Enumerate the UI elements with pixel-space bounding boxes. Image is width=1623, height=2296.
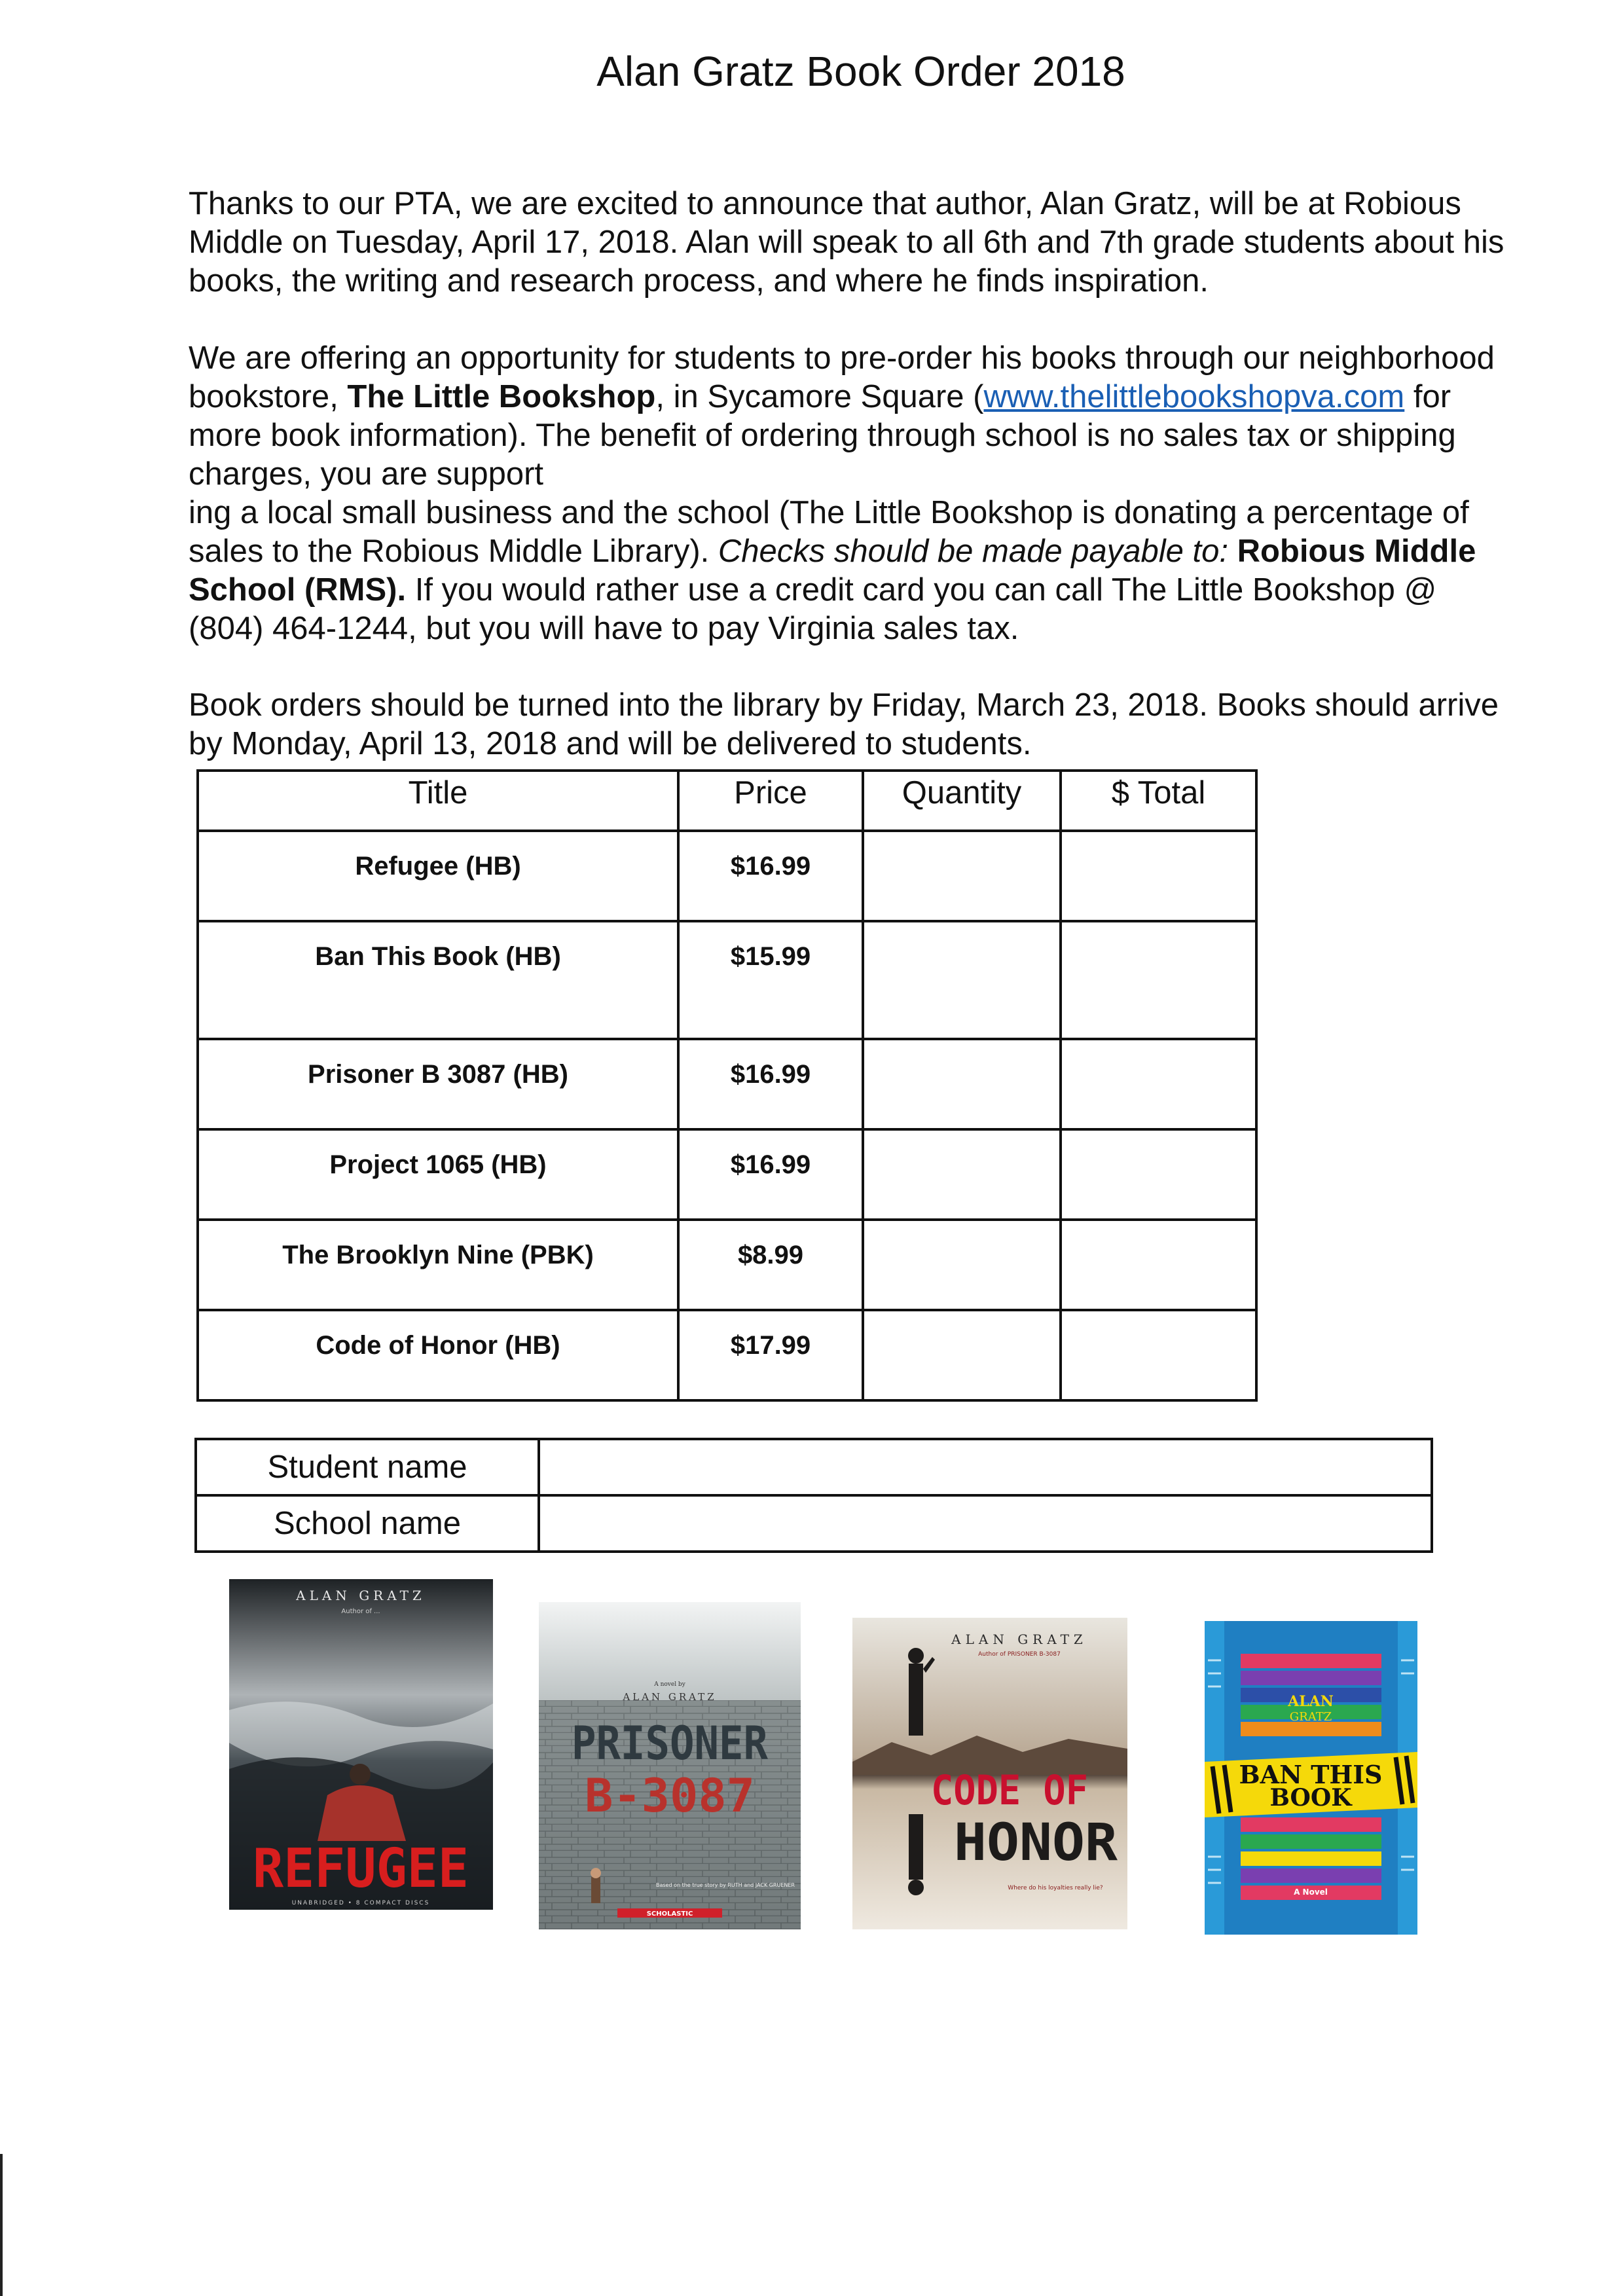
honor-question: Where do his loyalties really lie? (1008, 1885, 1103, 1891)
bookshop-link[interactable]: www.thelittlebookshopva.com (983, 379, 1405, 414)
refugee-footer: UNABRIDGED • 8 COMPACT DISCS (291, 1900, 430, 1906)
quantity-cell[interactable] (863, 1310, 1061, 1400)
intro-paragraph: Thanks to our PTA, we are excited to announce that author, Alan Gratz, will be at Robious Middle on Tuesday, April 17, 2018. Alan will speak to all 6th and 7th grade students about his books, the writing and research process, and where he finds inspiration. (189, 186, 1504, 299)
ban-title-line1: BAN THIS (1239, 1760, 1383, 1789)
table-row (198, 1129, 1256, 1220)
ordering-text-2: , in Sycamore Square ( (655, 379, 984, 414)
header-total: $ Total (1061, 771, 1256, 831)
total-cell[interactable] (1061, 1310, 1256, 1400)
student-info-table (194, 1438, 1433, 1553)
table-row (198, 1220, 1256, 1310)
prisoner-kicker: A novel by (654, 1681, 685, 1688)
ordering-text-4: ing a local small business and the school (The Little Bookshop is donating a percentage of sales to the Robious Middle Library). (189, 495, 1469, 569)
table-row (198, 831, 1256, 921)
ban-title-line2: BOOK (1269, 1784, 1352, 1812)
prisoner-author: ALAN GRATZ (623, 1691, 717, 1703)
quantity-cell[interactable] (863, 1129, 1061, 1220)
order-table-header-row (198, 771, 1256, 831)
book-title: Code of Honor (HB) (198, 1310, 678, 1400)
ordering-paragraph (189, 339, 1511, 648)
deadline-paragraph: Book orders should be turned into the library by Friday, March 23, 2018. Books should arrive by Monday, April 13, 2018 and will be delivered to students. (189, 687, 1499, 761)
honor-title-line1: CODE OF (931, 1766, 1088, 1814)
payee-name: Robious Middle School (RMS). (189, 534, 1476, 608)
refugee-title: REFUGEE (253, 1838, 469, 1900)
book-price: $16.99 (678, 831, 863, 921)
quantity-cell[interactable] (863, 921, 1061, 1039)
total-cell[interactable] (1061, 1129, 1256, 1220)
book-title: Prisoner B 3087 (HB) (198, 1039, 678, 1129)
refugee-author: ALAN GRATZ (296, 1588, 426, 1603)
bookstore-name: The Little Bookshop (347, 379, 656, 414)
prisoner-note: Based on the true story by RUTH and JACK GRUENER (655, 1882, 795, 1888)
school-name-row (196, 1495, 1432, 1552)
total-cell[interactable] (1061, 921, 1256, 1039)
book-price: $15.99 (678, 921, 863, 1039)
refugee-cover-image (229, 1579, 493, 1910)
table-row (198, 1039, 1256, 1129)
honor-title-line2: HONOR (954, 1813, 1118, 1872)
quantity-cell[interactable] (863, 1039, 1061, 1129)
book-title: Project 1065 (HB) (198, 1129, 678, 1220)
book-title: Refugee (HB) (198, 831, 678, 921)
prisoner-publisher: SCHOLASTIC (646, 1910, 693, 1918)
header-quantity: Quantity (863, 771, 1061, 831)
prisoner-title-line2: B-3087 (585, 1769, 755, 1823)
total-cell[interactable] (1061, 831, 1256, 921)
prisoner-cover-image (539, 1602, 801, 1929)
ban-this-book-cover-image (1205, 1621, 1417, 1935)
ban-footer: A Novel (1294, 1887, 1328, 1897)
total-cell[interactable] (1061, 1220, 1256, 1310)
ordering-text-5: If you would rather use a credit card you can call The Little Bookshop @ (804) 464-1244, but you will have to pay Virginia sales tax. (189, 572, 1437, 646)
student-name-field[interactable] (539, 1439, 1432, 1495)
quantity-cell[interactable] (863, 1220, 1061, 1310)
school-name-field[interactable] (539, 1495, 1432, 1552)
book-price: $17.99 (678, 1310, 863, 1400)
refugee-tagline: Author of ... (341, 1608, 380, 1615)
total-cell[interactable] (1061, 1039, 1256, 1129)
ordering-text-3: for more book information). The benefit of ordering through school is no sales tax or shipping charges, you are support (189, 379, 1456, 492)
student-name-row (196, 1439, 1432, 1495)
honor-tagline: Author of PRISONER B-3087 (978, 1651, 1061, 1658)
table-row (198, 1310, 1256, 1400)
book-price: $16.99 (678, 1039, 863, 1129)
student-name-label: Student name (196, 1439, 539, 1495)
order-table (196, 769, 1258, 1402)
honor-cover-image (852, 1618, 1127, 1929)
quantity-cell[interactable] (863, 831, 1061, 921)
prisoner-title-line1: PRISONER (572, 1717, 769, 1770)
ban-author-first: ALAN (1288, 1693, 1334, 1710)
book-title: The Brooklyn Nine (PBK) (198, 1220, 678, 1310)
book-title: Ban This Book (HB) (198, 921, 678, 1039)
book-price: $16.99 (678, 1129, 863, 1220)
book-price: $8.99 (678, 1220, 863, 1310)
scan-edge-line (0, 2154, 3, 2296)
header-title: Title (198, 771, 678, 831)
school-name-label: School name (196, 1495, 539, 1552)
honor-author: ALAN GRATZ (951, 1631, 1087, 1647)
header-price: Price (678, 771, 863, 831)
table-row (198, 921, 1256, 1039)
ordering-text-1: We are offering an opportunity for students to pre-order his books through our neighborhood bookstore, (189, 340, 1495, 414)
ban-author-last: GRATZ (1289, 1710, 1332, 1724)
checks-instruction: Checks should be made payable to: (718, 534, 1228, 569)
page-title: Alan Gratz Book Order 2018 (596, 48, 1125, 95)
